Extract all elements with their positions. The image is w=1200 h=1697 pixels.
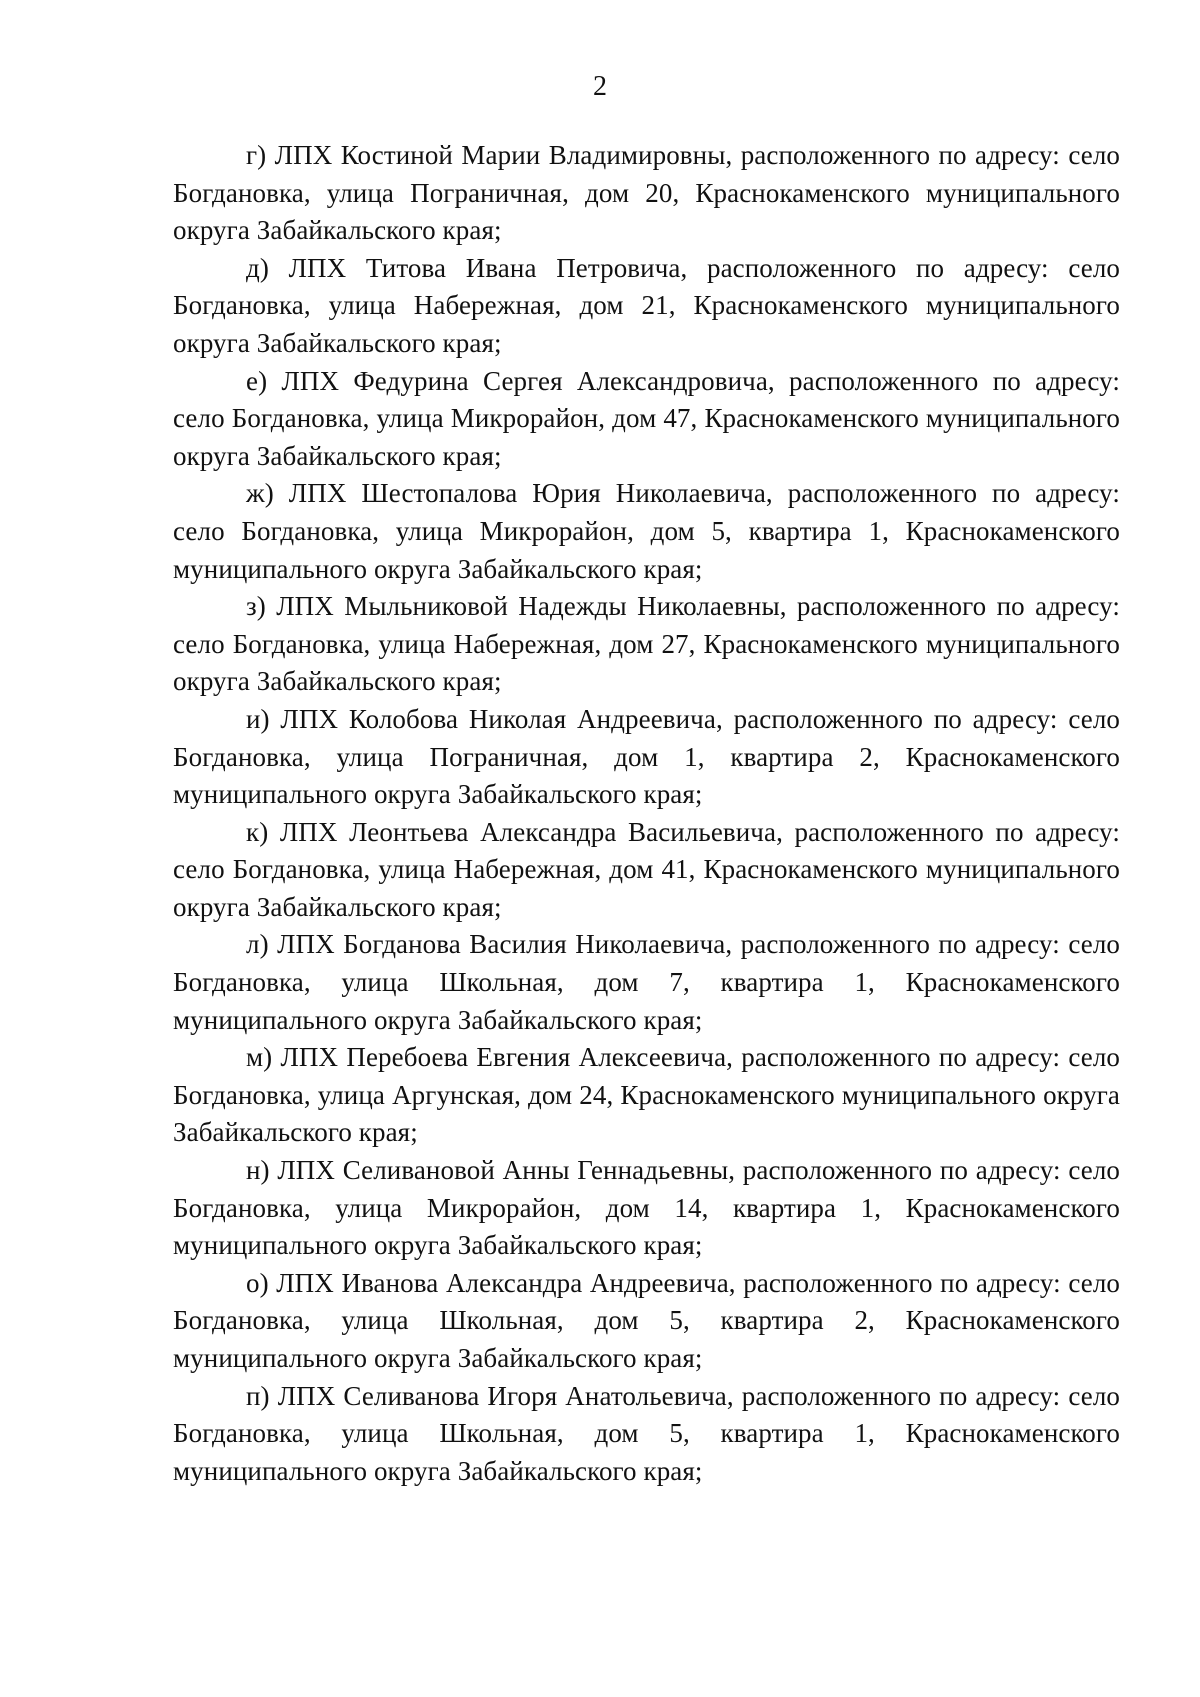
list-item: д) ЛПХ Титова Ивана Петровича, расположенного по адресу: село Богдановка, улица Набережная, дом 21, Краснокаменского муниципального округа Забайкальского края;	[173, 252, 1120, 358]
list-item: м) ЛПХ Перебоева Евгения Алексеевича, расположенного по адресу: село Богдановка, улица Аргунская, дом 24, Краснокаменского муниципального округа Забайкальского края;	[173, 1042, 1120, 1148]
document-body	[173, 137, 1120, 1490]
list-item: ж) ЛПХ Шестопалова Юрия Николаевича, расположенного по адресу: село Богдановка, улица Микрорайон, дом 5, квартира 1, Краснокаменского муниципального округа Забайкальского края;	[173, 478, 1120, 584]
page-number: 2	[593, 71, 607, 102]
list-item: з) ЛПХ Мыльниковой Надежды Николаевны, расположенного по адресу: село Богдановка, улица Набережная, дом 27, Краснокаменского муниципального округа Забайкальского края;	[173, 591, 1120, 697]
list-item: л) ЛПХ Богданова Василия Николаевича, расположенного по адресу: село Богдановка, улица Школьная, дом 7, квартира 1, Краснокаменского муниципального округа Забайкальского края;	[173, 929, 1120, 1035]
list-item: п) ЛПХ Селиванова Игоря Анатольевича, расположенного по адресу: село Богдановка, улица Школьная, дом 5, квартира 1, Краснокаменского муниципального округа Забайкальского края;	[173, 1380, 1120, 1486]
list-item: о) ЛПХ Иванова Александра Андреевича, расположенного по адресу: село Богдановка, улица Школьная, дом 5, квартира 2, Краснокаменского муниципального округа Забайкальского края;	[173, 1267, 1120, 1373]
list-item: к) ЛПХ Леонтьева Александра Васильевича, расположенного по адресу: село Богдановка, улица Набережная, дом 41, Краснокаменского муниципального округа Забайкальского края;	[173, 816, 1120, 922]
list-item: г) ЛПХ Костиной Марии Владимировны, расположенного по адресу: село Богдановка, улица Пограничная, дом 20, Краснокаменского муниципального округа Забайкальского края;	[173, 140, 1120, 246]
list-item: и) ЛПХ Колобова Николая Андреевича, расположенного по адресу: село Богдановка, улица Пограничная, дом 1, квартира 2, Краснокаменского муниципального округа Забайкальского края;	[173, 703, 1120, 810]
list-item: е) ЛПХ Федурина Сергея Александровича, расположенного по адресу: село Богдановка, улица Микрорайон, дом 47, Краснокаменского муниципального округа Забайкальского края;	[173, 365, 1120, 471]
list-item: н) ЛПХ Селивановой Анны Геннадьевны, расположенного по адресу: село Богдановка, улица Микрорайон, дом 14, квартира 1, Краснокаменского муниципального округа Забайкальского края;	[173, 1155, 1120, 1261]
